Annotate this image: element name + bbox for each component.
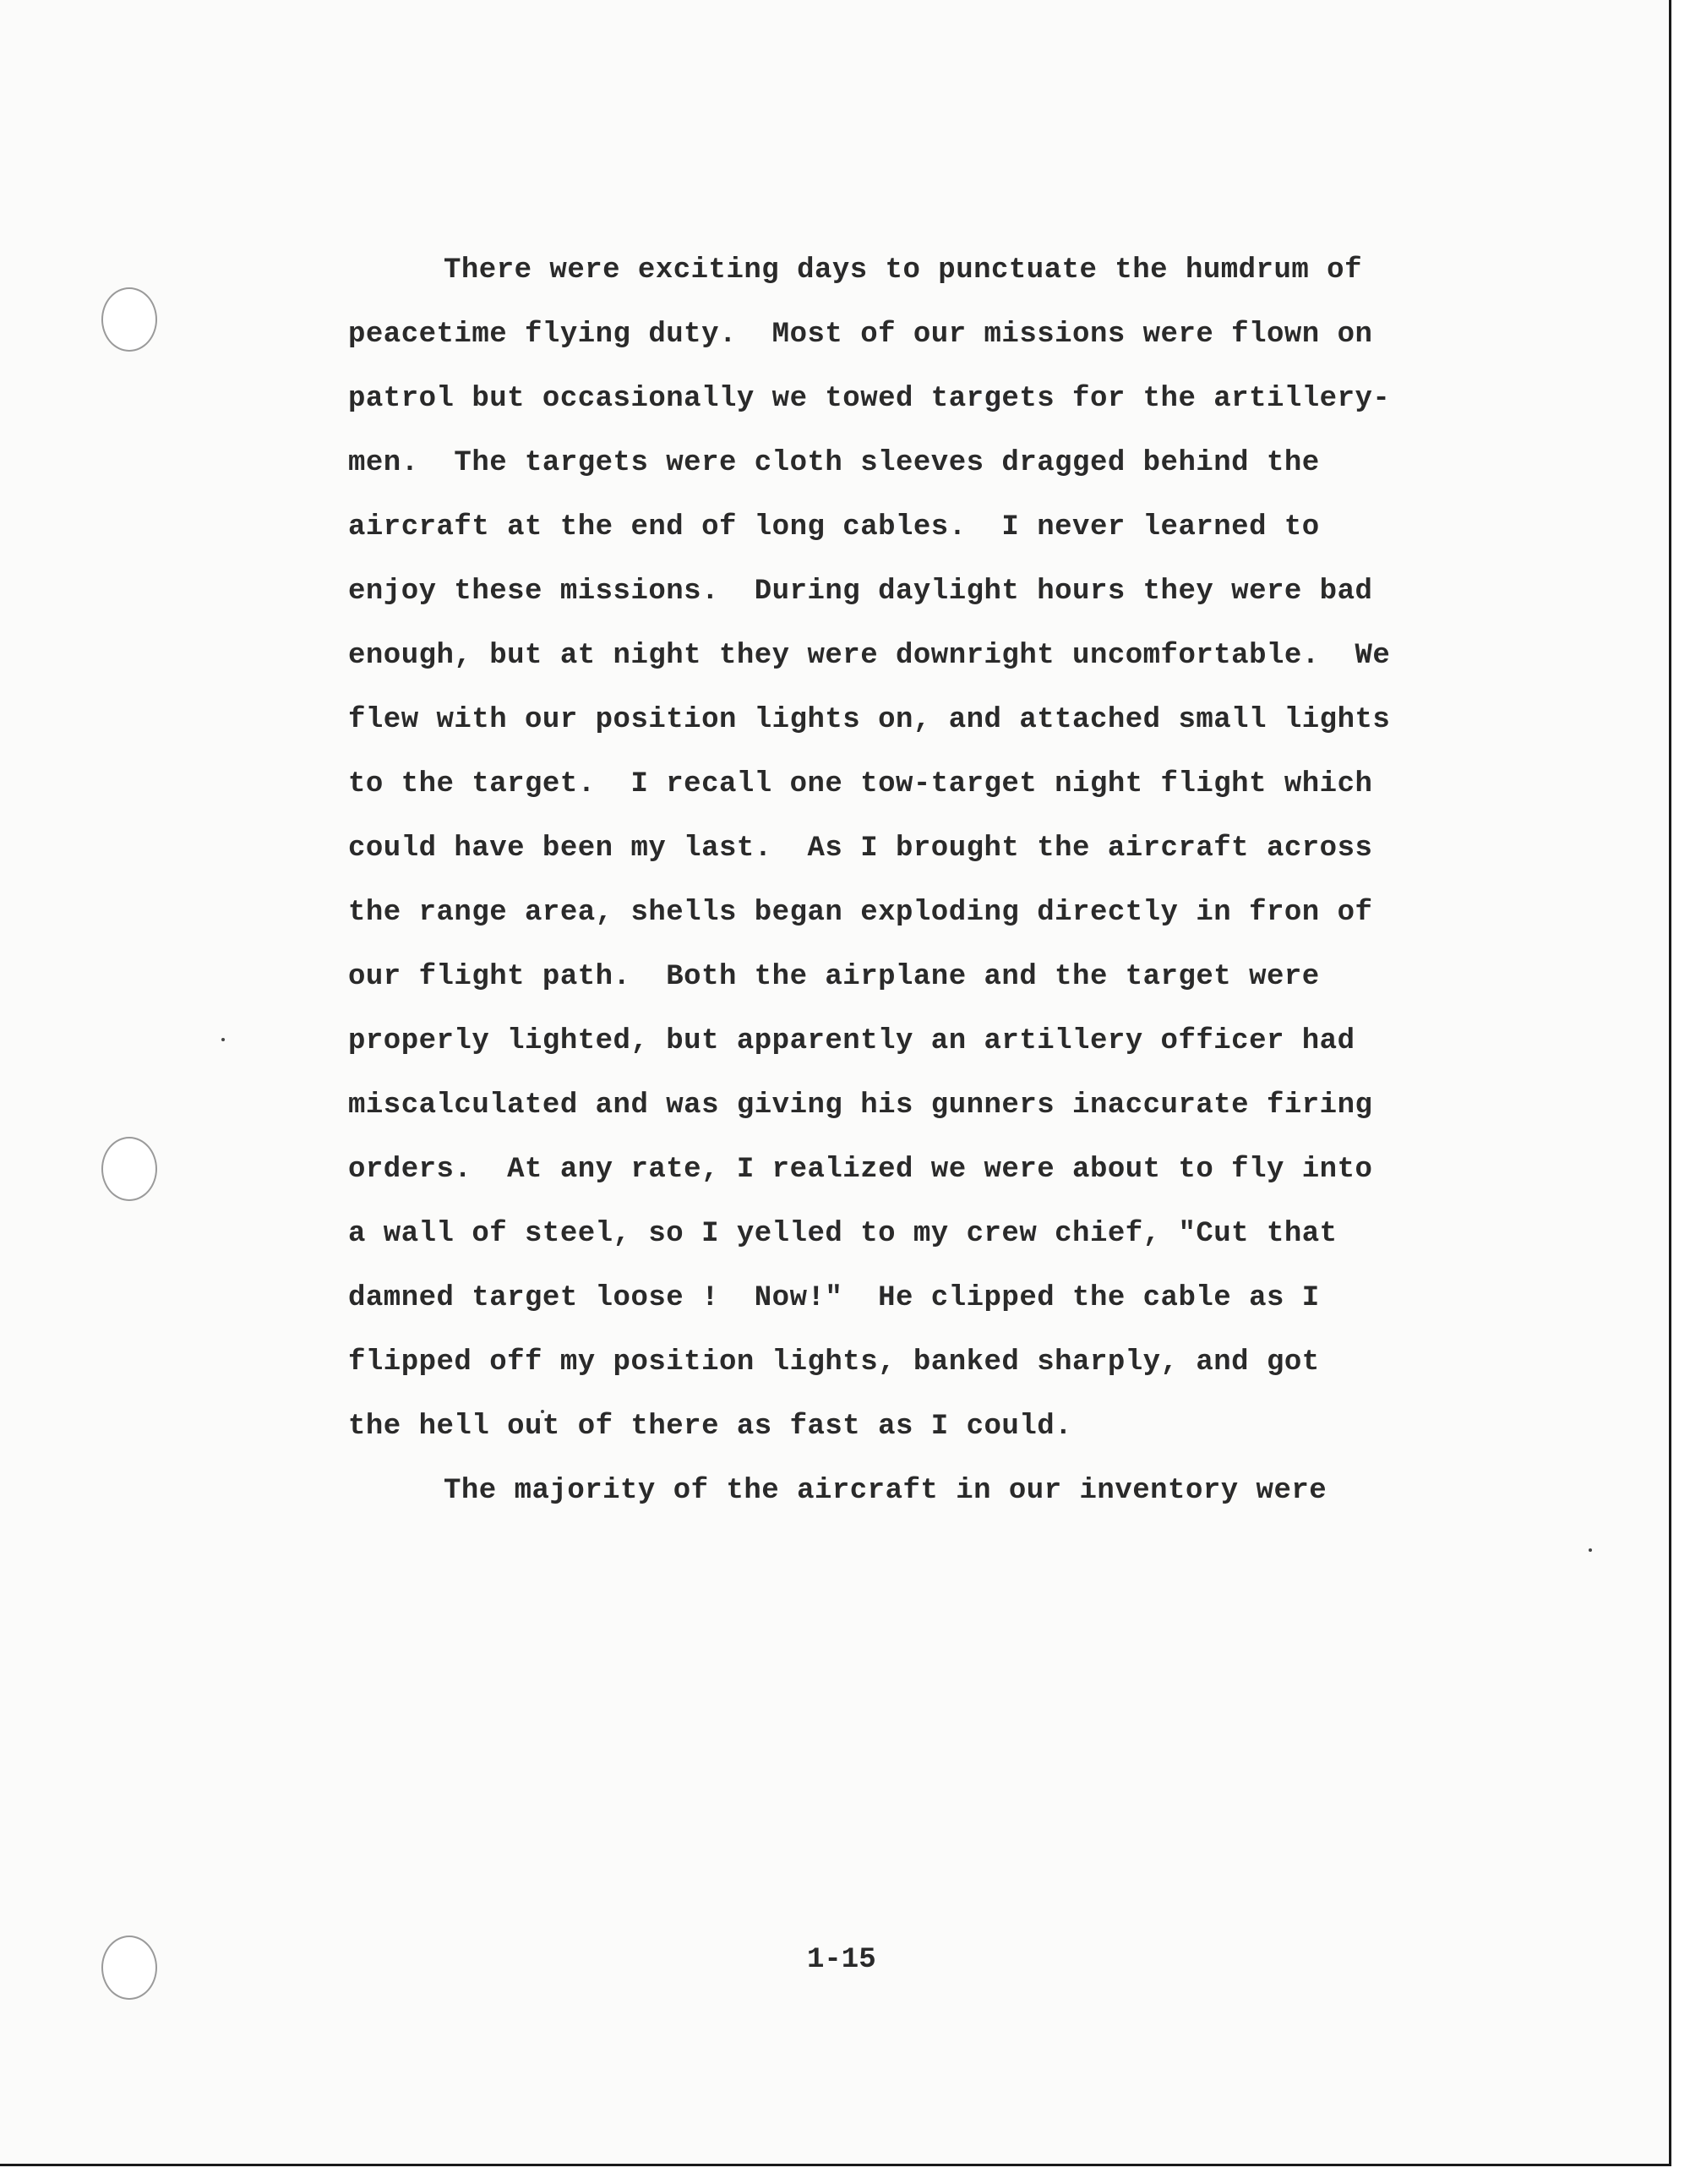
punch-hole-top xyxy=(101,287,157,352)
text-line: patrol but occasionally we towed targets for the artillery- xyxy=(348,383,1391,415)
text-line: orders. At any rate, I realized we were about to fly into xyxy=(348,1154,1373,1186)
text-line: aircraft at the end of long cables. I never learned to xyxy=(348,511,1320,543)
text-line: damned target loose ! Now!" He clipped the cable as I xyxy=(348,1282,1320,1314)
text-line: flew with our position lights on, and attached small lights xyxy=(348,704,1391,736)
text-line: miscalculated and was giving his gunners inaccurate firing xyxy=(348,1089,1373,1122)
text-line: men. The targets were cloth sleeves dragged behind the xyxy=(348,447,1320,479)
text-line: There were exciting days to punctuate the humdrum of xyxy=(444,254,1362,287)
page-number: 1-15 xyxy=(807,1944,876,1976)
paper-speck xyxy=(221,1038,225,1041)
text-line: enjoy these missions. During daylight hours they were bad xyxy=(348,576,1373,608)
paper-speck xyxy=(1589,1548,1592,1552)
text-line: the range area, shells began exploding directly in fron of xyxy=(348,897,1373,929)
punch-hole-middle xyxy=(101,1137,157,1201)
punch-hole-bottom xyxy=(101,1936,157,2000)
text-line: the hell out of there as fast as I could. xyxy=(348,1411,1073,1443)
text-line: to the target. I recall one tow-target night flight which xyxy=(348,768,1373,800)
text-line: enough, but at night they were downright uncomfortable. We xyxy=(348,640,1391,672)
text-line: a wall of steel, so I yelled to my crew chief, "Cut that xyxy=(348,1218,1338,1250)
text-line: our flight path. Both the airplane and the target were xyxy=(348,961,1320,993)
text-line: The majority of the aircraft in our inventory were xyxy=(444,1475,1327,1507)
text-line: flipped off my position lights, banked sharply, and got xyxy=(348,1346,1320,1379)
text-line: peacetime flying duty. Most of our missions were flown on xyxy=(348,319,1373,351)
text-line: could have been my last. As I brought the aircraft across xyxy=(348,833,1373,865)
text-line: properly lighted, but apparently an artillery officer had xyxy=(348,1025,1355,1057)
